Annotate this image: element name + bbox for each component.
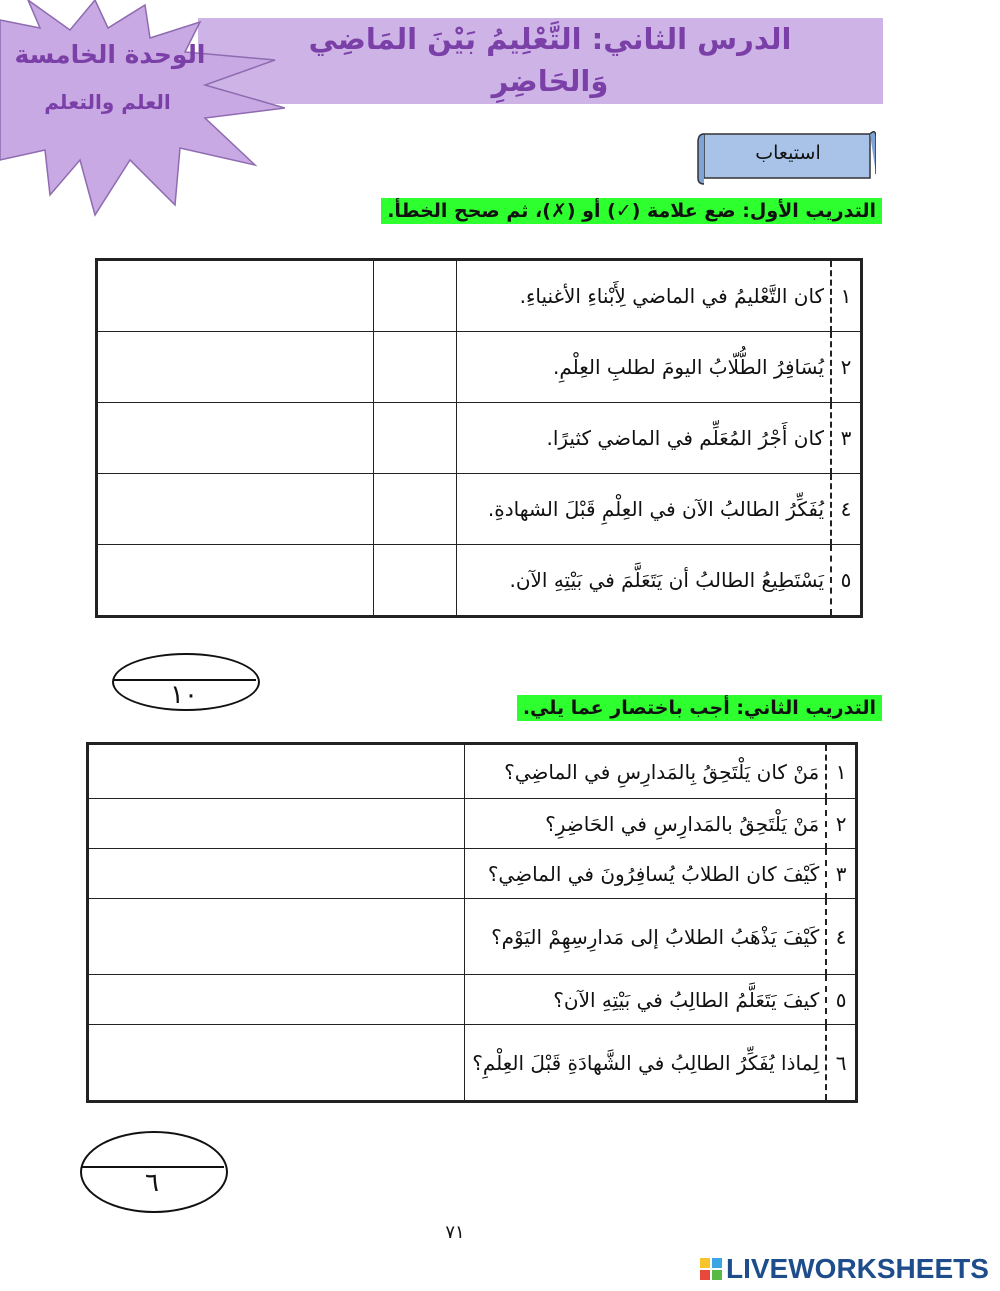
row-number: ٥ [826, 975, 856, 1025]
correction-cell[interactable] [97, 260, 374, 332]
lesson-title [230, 18, 870, 102]
question-text: كَيْفَ كان الطلابُ يُسافِرُونَ في الماضِي؟ [464, 849, 826, 899]
row-number: ٤ [826, 899, 856, 975]
table-row [88, 849, 857, 899]
unit-title: الوحدة الخامسة [14, 40, 206, 69]
row-number: ١ [831, 260, 861, 332]
row-number: ٥ [831, 545, 861, 617]
row-number: ٦ [826, 1025, 856, 1102]
table-row [88, 744, 857, 799]
question-text: مَنْ كان يَلْتَحِقُ بِالمَدارِسِ في الماضِي؟ [464, 744, 826, 799]
row-number: ٢ [831, 332, 861, 403]
table-row [88, 799, 857, 849]
score-total-2: ٦ [145, 1168, 159, 1198]
mark-cell[interactable] [374, 474, 457, 545]
correction-cell[interactable] [97, 474, 374, 545]
page-number: ٧١ [445, 1222, 465, 1243]
mark-cell[interactable] [374, 545, 457, 617]
answer-cell[interactable] [88, 975, 465, 1025]
statement-text: كان التَّعْليمُ في الماضي لِأَبْناءِ الأغنياءِ. [456, 260, 831, 332]
table-row [97, 474, 862, 545]
row-number: ١ [826, 744, 856, 799]
section-label: استيعاب [755, 142, 821, 164]
question-text: كَيْفَ يَذْهَبُ الطلابُ إلى مَدارِسِهِمْ اليَوْم؟ [464, 899, 826, 975]
lesson-title-line1: الدرس الثاني: التَّعْلِيمُ بَيْنَ المَاضِي [308, 22, 792, 56]
row-number: ٤ [831, 474, 861, 545]
statement-text: يُفَكِّرُ الطالبُ الآن في العِلْمِ قَبْلَ الشهادةِ. [456, 474, 831, 545]
row-number: ٣ [831, 403, 861, 474]
answer-cell[interactable] [88, 799, 465, 849]
question-text: كيفَ يَتَعَلَّمُ الطالِبُ في بَيْتِهِ الآن؟ [464, 975, 826, 1025]
statement-text: يُسَافِرُ الطُّلّابُ اليومَ لطلبِ العِلْمِ. [456, 332, 831, 403]
table-row [88, 1025, 857, 1102]
answer-cell[interactable] [88, 1025, 465, 1102]
unit-subtitle: العلم والتعلم [44, 90, 171, 114]
question-text: لِماذا يُفَكِّرُ الطالِبُ في الشَّهادَةِ قَبْلَ العِلْمِ؟ [464, 1025, 826, 1102]
statement-text: يَسْتَطِيعُ الطالبُ أن يَتَعَلَّمَ في بَيْتِهِ الآن. [456, 545, 831, 617]
correction-cell[interactable] [97, 332, 374, 403]
mark-cell[interactable] [374, 260, 457, 332]
exercise2-table [86, 742, 858, 1103]
mark-cell[interactable] [374, 332, 457, 403]
answer-cell[interactable] [88, 899, 465, 975]
row-number: ٣ [826, 849, 856, 899]
brand-text: LIVEWORKSHEETS [726, 1253, 989, 1284]
statement-text: كان أَجْرُ المُعَلِّم في الماضي كثيرًا. [456, 403, 831, 474]
liveworksheets-icon [700, 1258, 722, 1280]
question-text: مَنْ يَلْتَحِقُ بالمَدارِسِ في الحَاضِرِ؟ [464, 799, 826, 849]
mark-cell[interactable] [374, 403, 457, 474]
table-row [97, 260, 862, 332]
table-row [88, 899, 857, 975]
correction-cell[interactable] [97, 403, 374, 474]
answer-cell[interactable] [88, 744, 465, 799]
answer-cell[interactable] [88, 849, 465, 899]
table-row [97, 403, 862, 474]
exercise2-instruction: التدريب الثاني: أجب باختصار عما يلي. [517, 695, 882, 721]
exercise1-table [95, 258, 863, 618]
table-row [97, 545, 862, 617]
liveworksheets-logo [700, 1252, 995, 1286]
score-total-1: ١٠ [170, 680, 198, 710]
row-number: ٢ [826, 799, 856, 849]
table-row [97, 332, 862, 403]
exercise1-instruction: التدريب الأول: ضع علامة (✓) أو (✗)، ثم صحح الخطأ. [381, 198, 882, 224]
lesson-title-line2: وَالحَاضِرِ [491, 64, 609, 98]
table-row [88, 975, 857, 1025]
correction-cell[interactable] [97, 545, 374, 617]
